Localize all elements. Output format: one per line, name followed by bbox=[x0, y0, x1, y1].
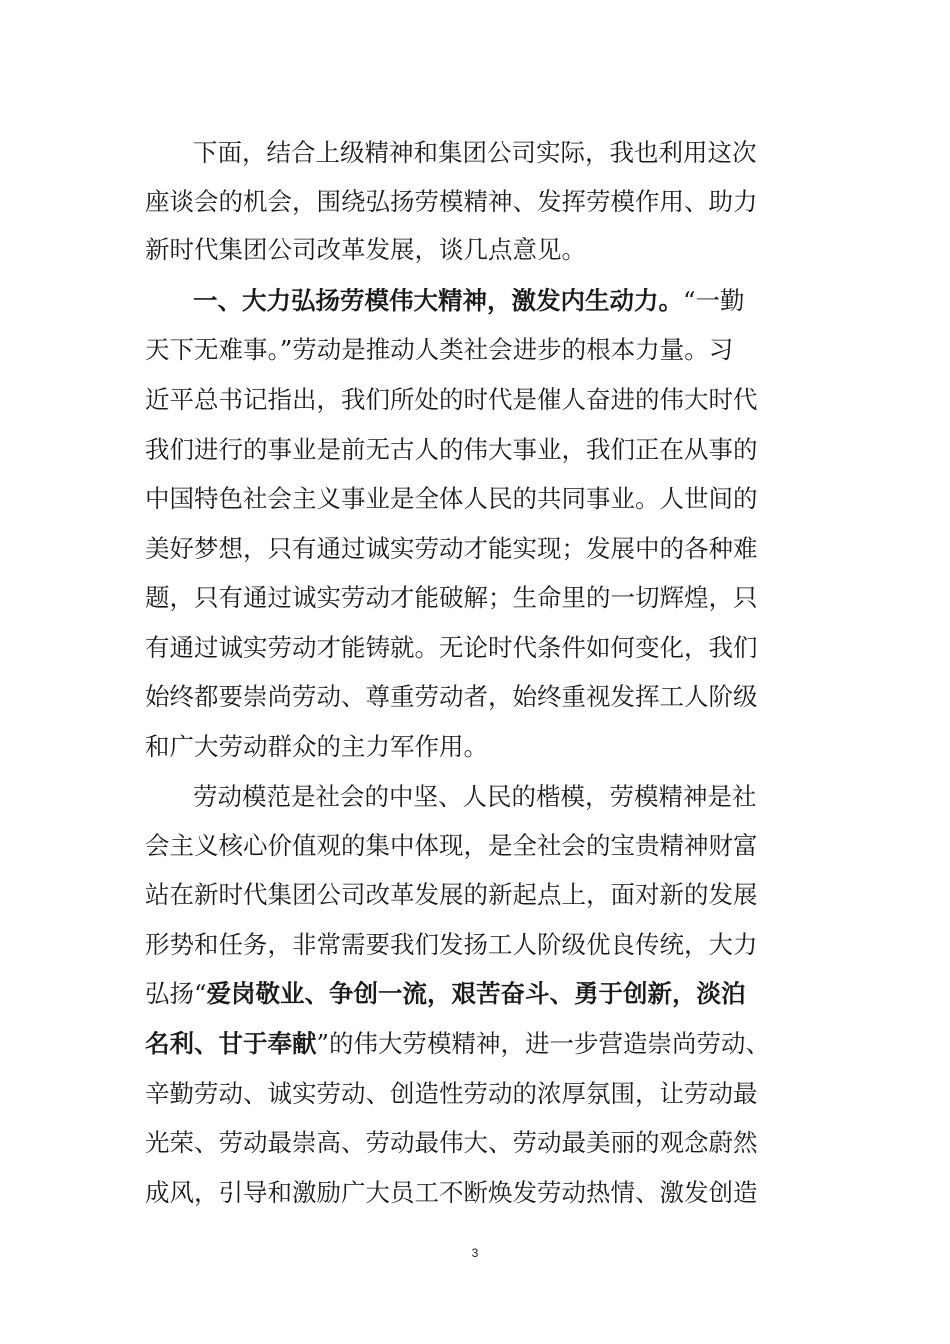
paragraph-1-line-1 bbox=[193, 133, 825, 173]
text-segment: 形势和任务，非常需要我们发扬工人阶级优良传统，大力 bbox=[145, 930, 758, 959]
section-heading-line bbox=[193, 281, 825, 321]
text-segment: 下面，结合上级精神和集团公司实际，我也利用这次 bbox=[193, 138, 757, 167]
paragraph-3-line-2 bbox=[145, 826, 825, 866]
text-segment: 有通过诚实劳动才能铸就。无论时代条件如何变化，我们 bbox=[145, 633, 758, 662]
section-heading: 一、大力弘扬劳模伟大精神，激发内生动力。 bbox=[193, 286, 683, 315]
paragraph-3-line-5 bbox=[145, 974, 825, 1014]
text-segment: “一勤 bbox=[683, 286, 745, 315]
bold-text-segment: 爱岗敬业、争创一流，艰苦奋斗、勇于创新，淡泊 bbox=[206, 979, 746, 1008]
text-segment: 和广大劳动群众的主力军作用。 bbox=[145, 732, 488, 761]
paragraph-2-line-4 bbox=[145, 430, 825, 470]
text-segment: 题，只有通过诚实劳动才能破解；生命里的一切辉煌，只 bbox=[145, 583, 758, 612]
text-segment: 中国特色社会主义事业是全体人民的共同事业。人世间的 bbox=[145, 484, 758, 513]
paragraph-2-line-9 bbox=[145, 677, 825, 717]
paragraph-2-line-10 bbox=[145, 727, 825, 767]
paragraph-2-line-3 bbox=[145, 380, 825, 420]
text-segment: 新时代集团公司改革发展，谈几点意见。 bbox=[145, 235, 586, 264]
text-segment: 成风，引导和激励广大员工不断焕发劳动热情、激发创造 bbox=[145, 1178, 758, 1207]
paragraph-3-line-4 bbox=[145, 925, 825, 965]
text-segment: 劳动模范是社会的中坚、人民的楷模，劳模精神是社 bbox=[193, 782, 757, 811]
bold-text-segment: 名利、甘于奉献 bbox=[145, 1029, 317, 1058]
paragraph-2-line-5 bbox=[145, 479, 825, 519]
paragraph-3-line-6 bbox=[145, 1024, 825, 1064]
paragraph-1-line-2 bbox=[145, 182, 825, 222]
text-segment: 美好梦想，只有通过诚实劳动才能实现；发展中的各种难 bbox=[145, 534, 758, 563]
text-segment: 弘扬“ bbox=[145, 979, 207, 1008]
text-segment: 我们进行的事业是前无古人的伟大事业，我们正在从事的 bbox=[145, 435, 758, 464]
paragraph-2-line-6 bbox=[145, 529, 825, 569]
paragraph-2-line-8 bbox=[145, 628, 825, 668]
page-number: 3 bbox=[471, 1246, 479, 1260]
paragraph-3-line-8 bbox=[145, 1123, 825, 1163]
text-segment: 始终都要崇尚劳动、尊重劳动者，始终重视发挥工人阶级 bbox=[145, 682, 758, 711]
paragraph-2-line-2 bbox=[145, 330, 825, 370]
paragraph-2-line-7 bbox=[145, 578, 825, 618]
text-segment: 站在新时代集团公司改革发展的新起点上，面对新的发展 bbox=[145, 880, 758, 909]
text-segment: 光荣、劳动最崇高、劳动最伟大、劳动最美丽的观念蔚然 bbox=[145, 1128, 758, 1157]
text-segment: 辛勤劳动、诚实劳动、创造性劳动的浓厚氛围，让劳动最 bbox=[145, 1079, 758, 1108]
text-segment: 座谈会的机会，围绕弘扬劳模精神、发挥劳模作用、助力 bbox=[145, 187, 758, 216]
paragraph-3-line-9 bbox=[145, 1173, 825, 1213]
paragraph-3-line-1 bbox=[193, 777, 825, 817]
text-segment: ”的伟大劳模精神，进一步营造崇尚劳动、 bbox=[316, 1029, 771, 1058]
text-segment: 会主义核心价值观的集中体现，是全社会的宝贵精神财富 bbox=[145, 831, 758, 860]
paragraph-3-line-7 bbox=[145, 1074, 825, 1114]
paragraph-3-line-3 bbox=[145, 875, 825, 915]
paragraph-1-line-3 bbox=[145, 230, 825, 270]
text-segment: 近平总书记指出，我们所处的时代是催人奋进的伟大时代 bbox=[145, 385, 758, 414]
text-segment: 天下无难事。”劳动是推动人类社会进步的根本力量。习 bbox=[145, 335, 734, 364]
